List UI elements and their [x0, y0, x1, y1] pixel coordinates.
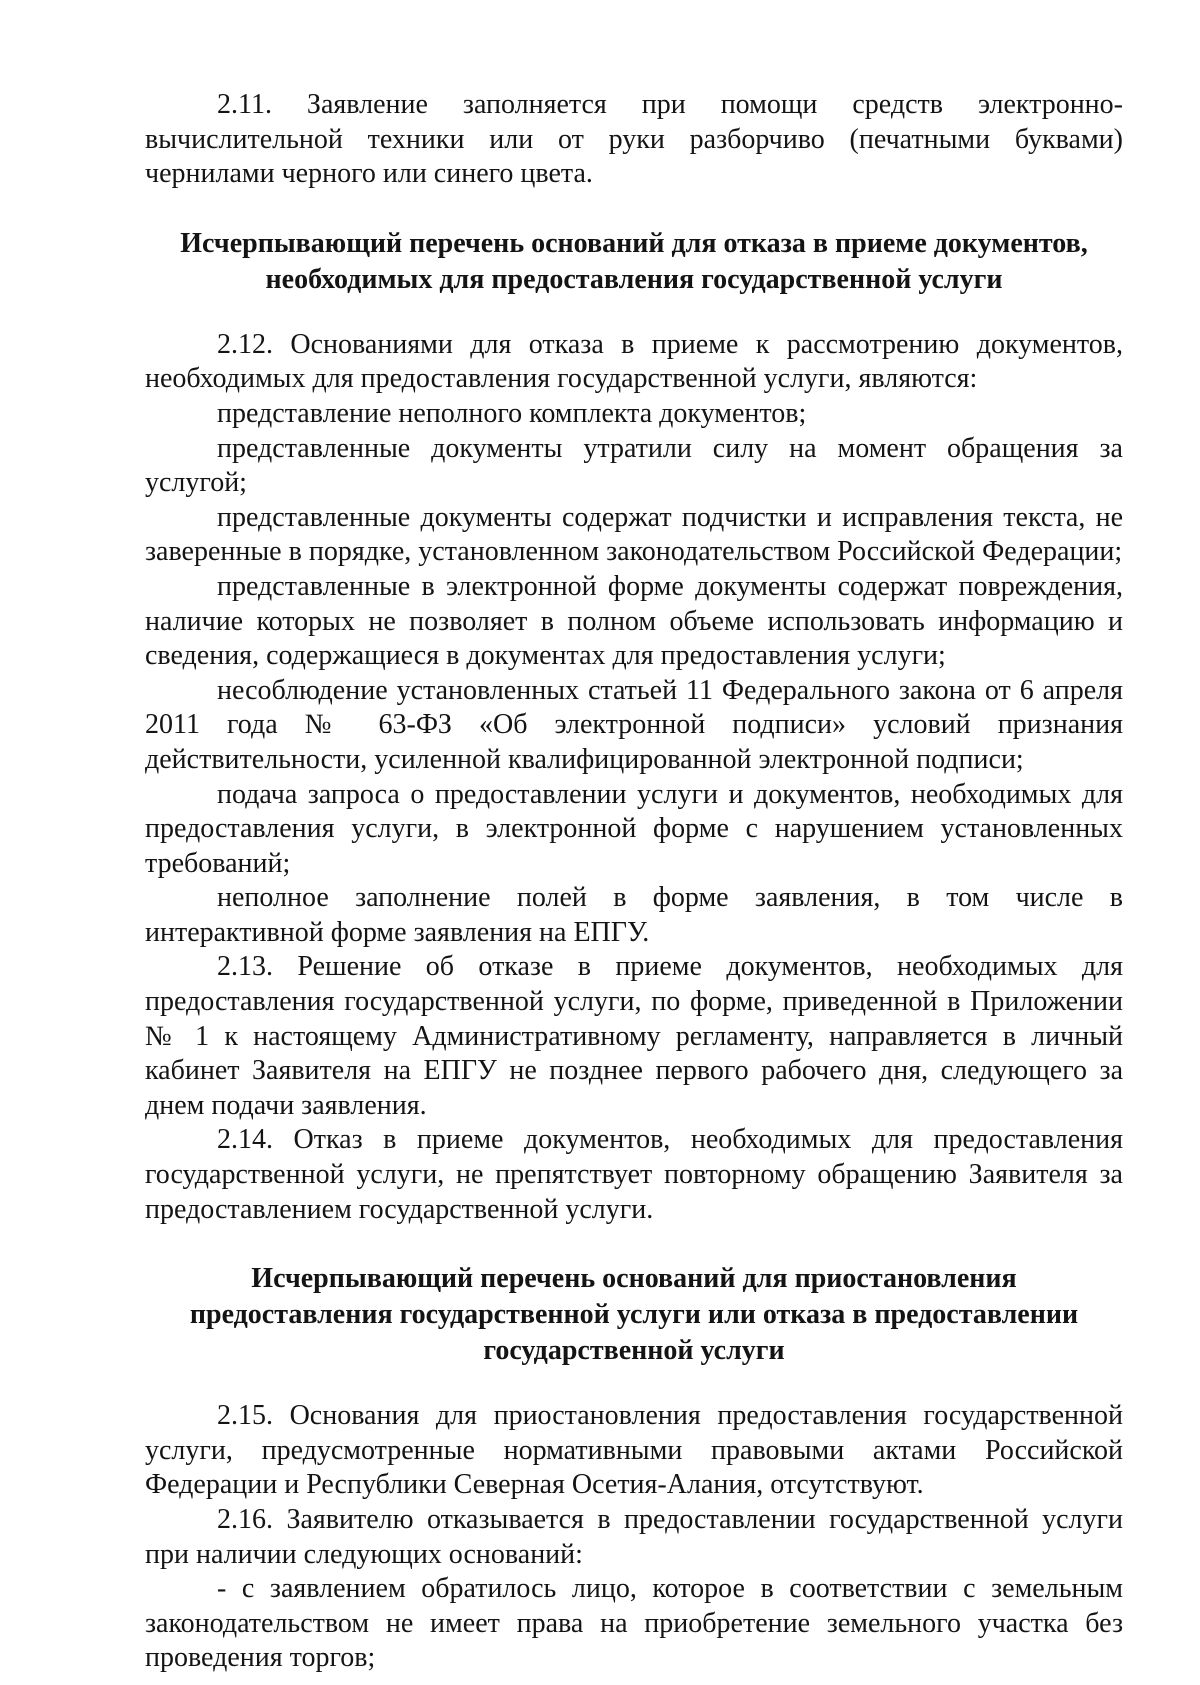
- paragraph-2-13: 2.13. Решение об отказе в приеме документов, необходимых для предоставления государственной услуги, по форме, приведенной в Приложении № 1 к настоящему Административному регламенту, направляется в личный кабинет Заявителя на ЕПГУ не позднее первого рабочего дня, следующего за днем подачи заявления.: [145, 951, 1123, 1121]
- document-page: [145, 88, 1123, 1676]
- list-item-request-violation: подача запроса о предоставлении услуги и документов, необходимых для предоставления услуги, в электронной форме с нарушением установленных требований;: [145, 778, 1123, 879]
- list-item-incomplete-fields: неполное заполнение полей в форме заявления, в том числе в интерактивной форме заявления на ЕПГУ.: [145, 882, 1123, 948]
- list-item-erasures: представленные документы содержат подчистки и исправления текста, не заверенные в порядке, установленном законодательством Российской Федерации;: [145, 501, 1123, 568]
- section-heading-suspension: [145, 1261, 1123, 1369]
- paragraph-2-14: 2.14. Отказ в приеме документов, необходимых для предоставления государственной услуги, не препятствует повторному обращению Заявителя за предоставлением государственной услуги.: [145, 1124, 1123, 1225]
- list-item-signature-noncompliance: несоблюдение установленных статьей 11 Федерального закона от 6 апреля 2011 года № 63-ФЗ «Об электронной подписи» условий признания действительности, усиленной квалифицированной электронной подписи;: [145, 674, 1123, 775]
- list-item-damaged-electronic: представленные в электронной форме документы содержат повреждения, наличие которых не позволяет в полном объеме использовать информацию и сведения, содержащиеся в документах для предоставления услуги;: [145, 570, 1123, 672]
- paragraph-2-15: 2.15. Основания для приостановления предоставления государственной услуги, предусмотренные нормативными правовыми актами Российской Федерации и Республики Северная Осетия-Алания, отсутствуют.: [145, 1400, 1123, 1501]
- heading-line: Исчерпывающий перечень оснований для отказа в приеме документов,: [180, 227, 1088, 259]
- paragraph-2-16: 2.16. Заявителю отказывается в предоставлении государственной услуги при наличии следующих оснований:: [145, 1504, 1123, 1570]
- section-heading-refusal-documents: [145, 226, 1123, 298]
- spacer: [145, 1227, 1123, 1261]
- spacer: [145, 192, 1123, 226]
- list-item-expired-documents: представленные документы утратили силу на момент обращения за услугой;: [145, 432, 1123, 499]
- list-item-no-right-without-auction: - с заявлением обратилось лицо, которое в соответствии с земельным законодательством не имеет права на приобретение земельного участка без проведения торгов;: [145, 1573, 1123, 1674]
- heading-line: Исчерпывающий перечень оснований для приостановления: [251, 1263, 1017, 1295]
- spacer: [145, 1369, 1123, 1399]
- heading-line: государственной услуги: [483, 1335, 785, 1367]
- heading-line: необходимых для предоставления государственной услуги: [265, 263, 1003, 295]
- spacer: [145, 298, 1123, 328]
- heading-line: предоставления государственной услуги или отказа в предоставлении: [189, 1299, 1079, 1331]
- paragraph-2-11: 2.11. Заявление заполняется при помощи средств электронно-вычислительной техники или от руки разборчиво (печатными буквами) чернилами черного или синего цвета.: [145, 89, 1123, 190]
- paragraph-2-12: 2.12. Основаниями для отказа в приеме к рассмотрению документов, необходимых для предоставления государственной услуги, являются:: [145, 328, 1123, 395]
- list-item-incomplete-set: представление неполного комплекта документов;: [217, 397, 807, 429]
